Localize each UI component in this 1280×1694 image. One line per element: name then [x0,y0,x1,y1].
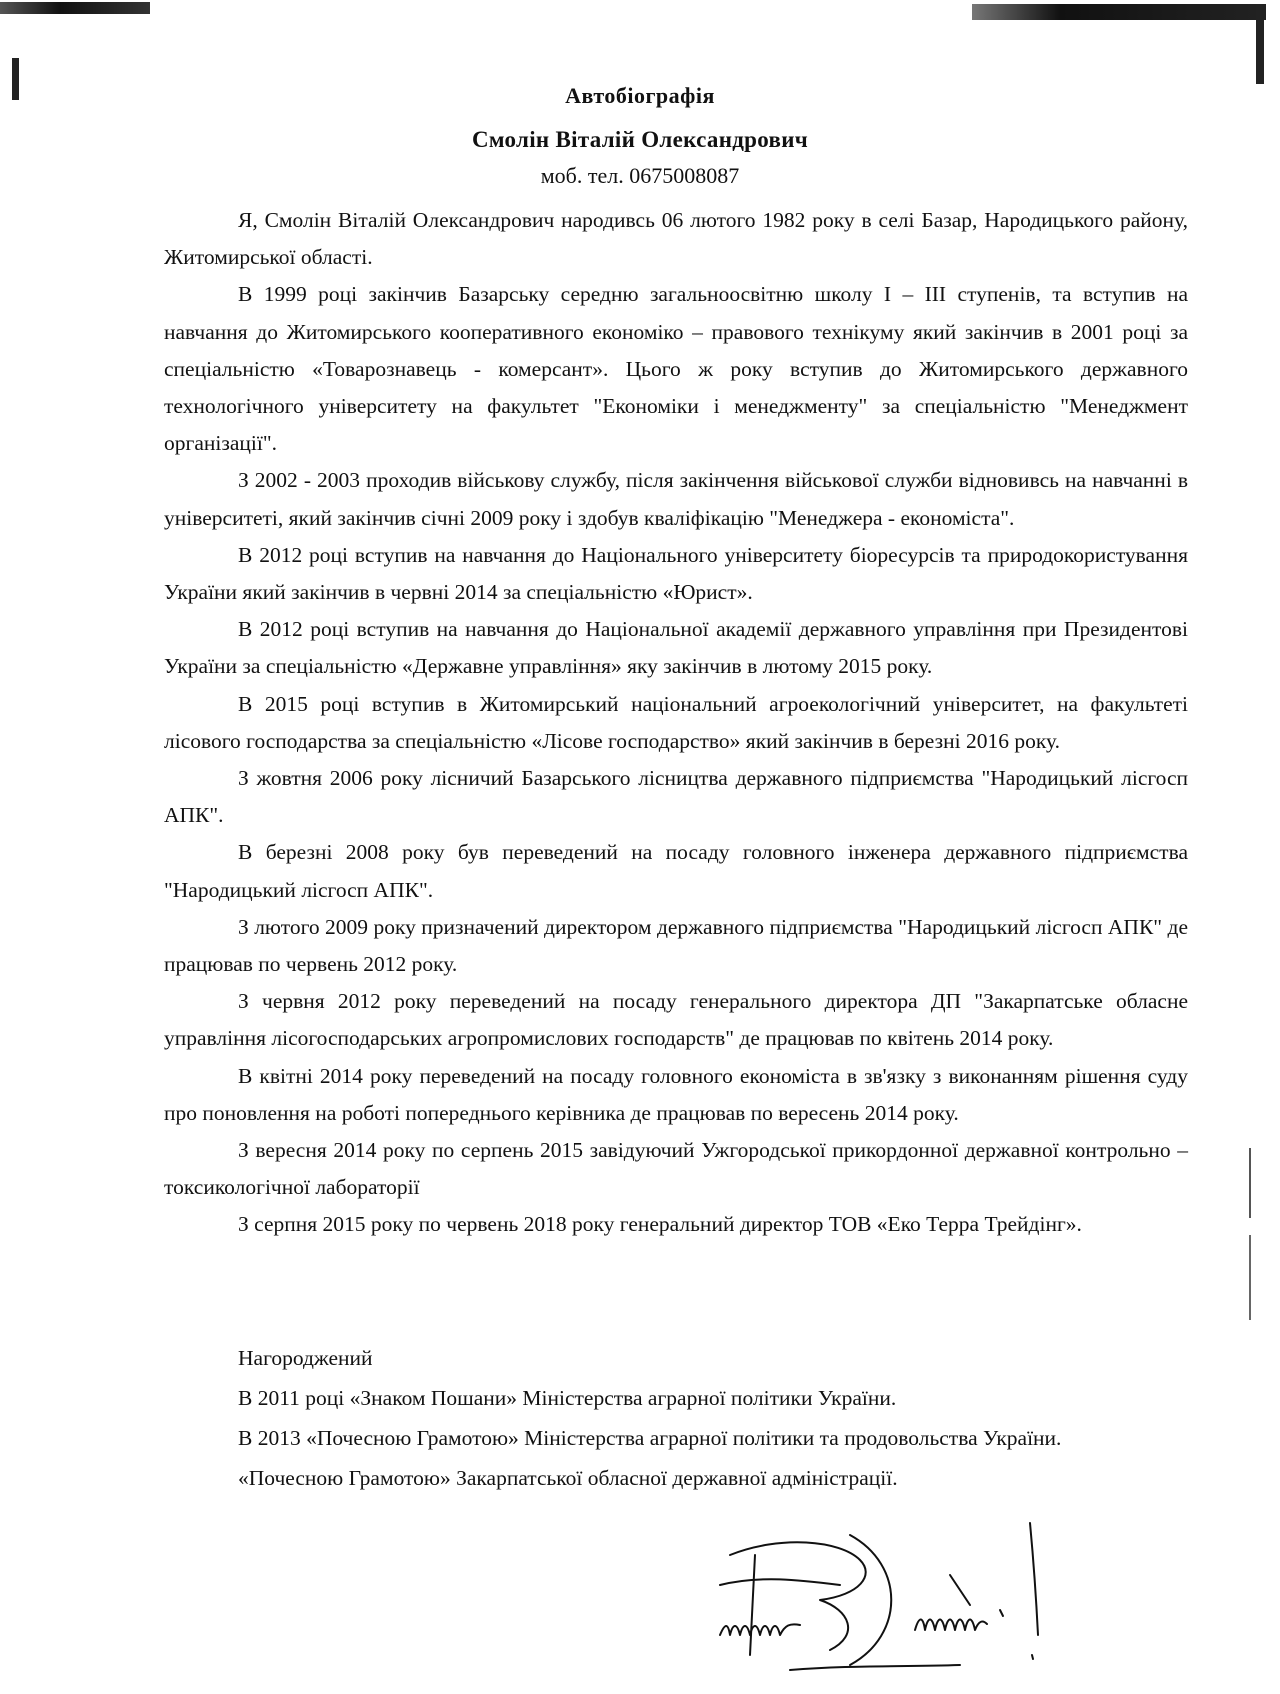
paragraph: З 2002 - 2003 проходив військову службу, після закінчення військової служби відновивсь на навчанні в університеті, який закінчив січні 2009 року і здобув кваліфікацію "Менеджера - економіста". [164,468,1188,530]
paragraph: З жовтня 2006 року лісничий Базарського лісництва державного підприємства "Народицький лісгосп АПК". [164,766,1188,828]
award-item: «Почесною Грамотою» Закарпатської обласної державної адміністрації. [238,1466,898,1490]
paragraph: З серпня 2015 року по червень 2018 року генеральний директор ТОВ «Еко Терра Трейдінг». [238,1212,1082,1237]
awards-heading: Нагороджений [238,1346,373,1370]
scan-artifact-top-left [0,2,150,14]
document-title: Автобіографія [565,83,715,108]
paragraph: В 1999 році закінчив Базарську середню загальноосвітню школу І – ІІІ ступенів, та вступив на навчання до Житомирського кооперативного економіко – правового технікуму який закінчив в 2001 році за спеціальністю «Товарознавець - комерсант». Цього ж року вступив до Житомирського державного технологічного університету на факультет "Економіки і менеджменту" за спеціальністю "Менеджмент організації". [164,282,1188,456]
scan-artifact-right-edge [1249,1148,1251,1218]
paragraph: В 2015 році вступив в Житомирський національний агроекологічний університет, на факультеті лісового господарства за спеціальністю «Лісове господарство» який закінчив в березні 2016 року. [164,691,1188,753]
paragraph: В 2012 році вступив на навчання до Національного університету біоресурсів та природокористування України який закінчив в червні 2014 за спеціальністю «Юрист». [164,542,1188,605]
paragraph: В квітні 2014 року переведений на посаду головного економіста в зв'язку з виконанням рішення суду про поновлення на роботі попереднього керівника де працював по вересень 2014 року. [164,1063,1188,1125]
scan-artifact-right-edge [1249,1235,1251,1320]
scan-artifact-right-corner [1256,4,1264,84]
handwritten-signature [700,1515,1100,1685]
paragraph: З вересня 2014 року по серпень 2015 завідуючий Ужгородської прикордонної державної контрольно – токсикологічної лабораторії [164,1138,1188,1200]
scan-artifact-top-right [972,4,1266,20]
author-name: Смолін Віталій Олександрович [471,127,809,152]
award-item: В 2013 «Почесною Грамотою» Міністерства аграрної політики та продовольства України. [238,1426,1062,1450]
paragraph: Я, Смолін Віталій Олександрович народивсь 06 лютого 1982 року в селі Базар, Народицького району, Житомирської області. [164,208,1188,270]
biography-body [164,202,1188,1244]
award-item: В 2011 році «Знаком Пошани» Міністерства аграрної політики України. [238,1386,897,1410]
awards-section [238,1338,1218,1498]
paragraph: З червня 2012 року переведений на посаду генерального директора ДП "Закарпатське обласне управління лісогосподарських агропромислових господарств" де працював по квітень 2014 року. [164,989,1188,1051]
phone-number: моб. тел. 0675008087 [540,163,740,188]
paragraph: В березні 2008 року був переведений на посаду головного інженера державного підприємства "Народицький лісгосп АПК". [164,840,1188,902]
paragraph: В 2012 році вступив на навчання до Національної академії державного управління при Президентові України за спеціальністю «Державне управління» яку закінчив в лютому 2015 року. [164,617,1188,679]
paragraph: З лютого 2009 року призначений директором державного підприємства "Народицький лісгосп АПК" де працював по червень 2012 року. [164,914,1188,977]
